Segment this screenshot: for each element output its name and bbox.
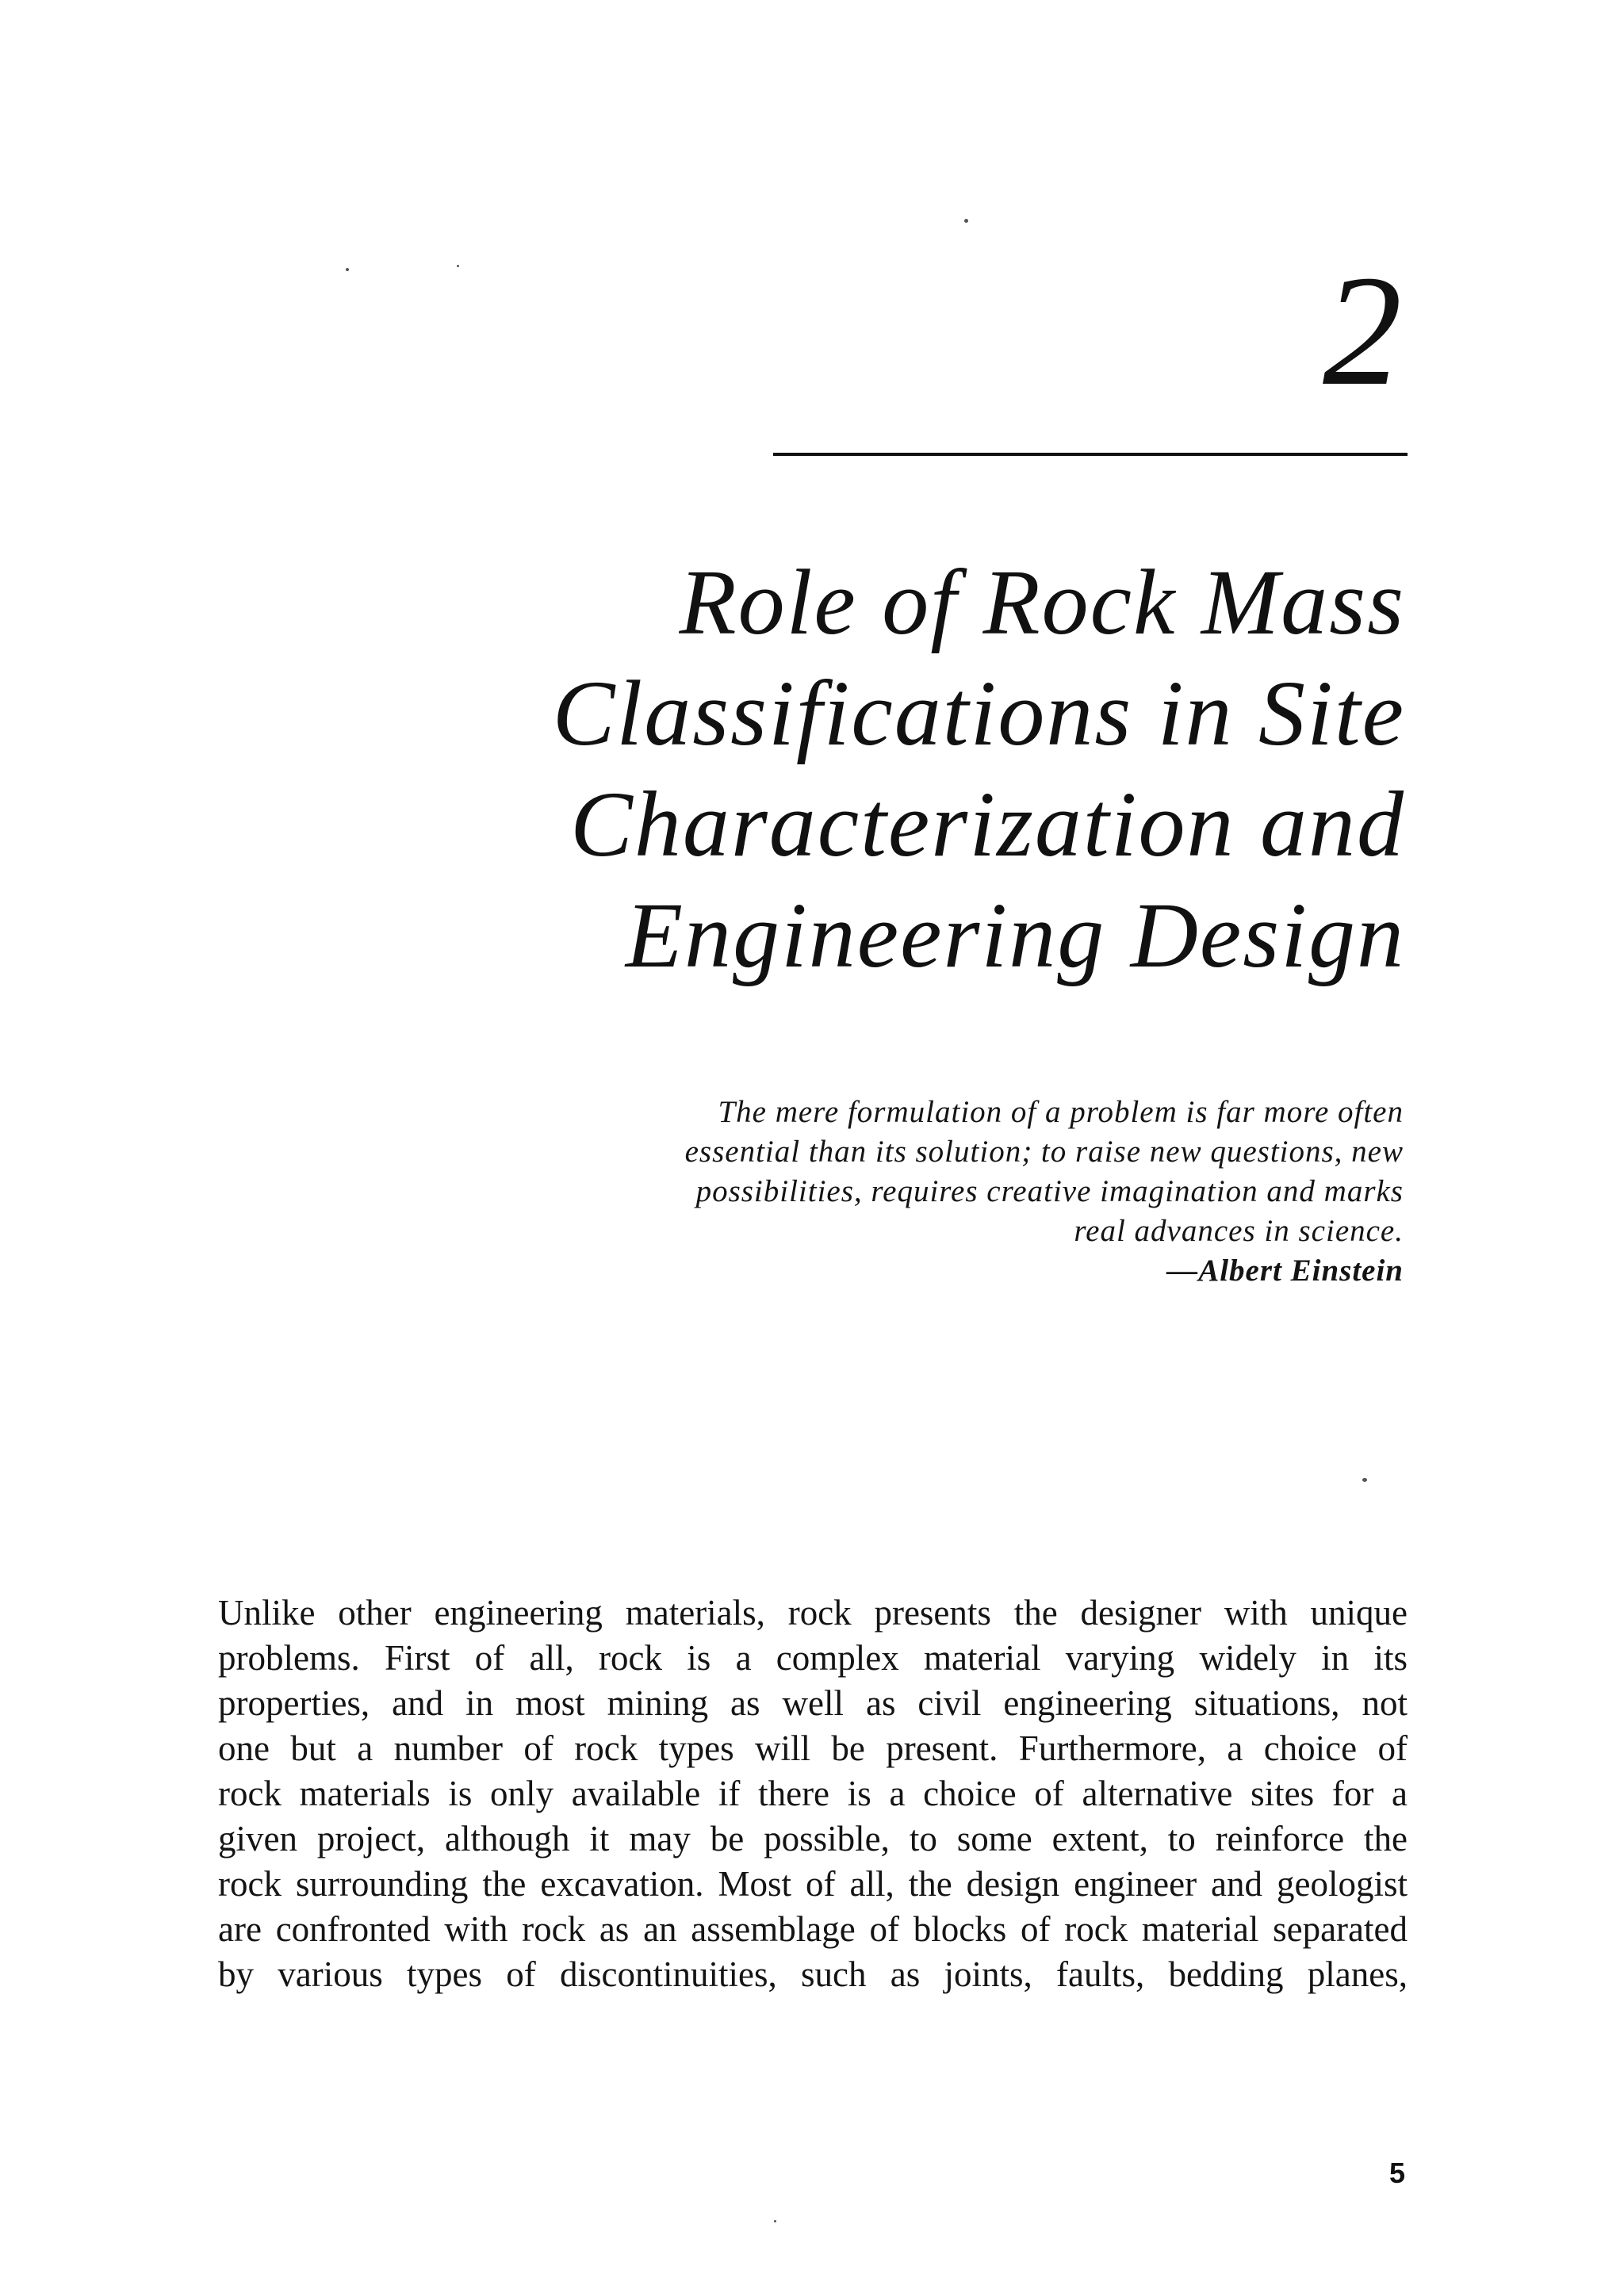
chapter-title-line: Engineering Design	[625, 883, 1405, 987]
scan-speck	[964, 219, 968, 223]
epigraph-line: essential than its solution; to raise new questions, new	[684, 1135, 1404, 1169]
body-line: by various types of discontinuities, such as joints, faults, bedding planes,	[218, 1954, 1408, 1994]
scan-speck	[346, 268, 349, 271]
body-line: one but a number of rock types will be present. Furthermore, a choice of	[218, 1728, 1408, 1768]
body-line: problems. First of all, rock is a complex material varying widely in its	[218, 1638, 1408, 1678]
body-line: Unlike other engineering materials, rock presents the designer with unique	[218, 1593, 1408, 1633]
epigraph-line: possibilities, requires creative imagination and marks	[695, 1174, 1404, 1208]
chapter-number: 2	[1323, 243, 1402, 419]
body-line: rock materials is only available if there is a choice of alternative sites for a	[218, 1774, 1408, 1813]
body-line: properties, and in most mining as well as civil engineering situations, not	[218, 1683, 1408, 1723]
chapter-rule	[773, 453, 1408, 456]
epigraph-attribution: —Albert Einstein	[1166, 1254, 1404, 1288]
body-line: are confronted with rock as an assemblage of blocks of rock material separated	[218, 1909, 1408, 1949]
epigraph-line: real advances in science.	[1074, 1214, 1404, 1248]
body-line: given project, although it may be possible, to some extent, to reinforce the	[218, 1819, 1408, 1858]
chapter-title-line: Classifications in Site	[552, 661, 1405, 765]
scan-speck	[1362, 1478, 1367, 1482]
chapter-title-line: Characterization and	[570, 772, 1405, 876]
chapter-title	[335, 547, 1405, 991]
body-line: rock surrounding the excavation. Most of all, the design engineer and geologist	[218, 1864, 1408, 1904]
scan-speck	[774, 2220, 776, 2222]
epigraph-quote	[571, 1093, 1404, 1291]
epigraph-line: The mere formulation of a problem is far more often	[718, 1095, 1404, 1129]
chapter-title-line: Role of Rock Mass	[679, 550, 1405, 654]
body-paragraph	[218, 1591, 1408, 1997]
scan-speck	[457, 265, 459, 267]
page-number: 5	[1388, 2157, 1405, 2189]
